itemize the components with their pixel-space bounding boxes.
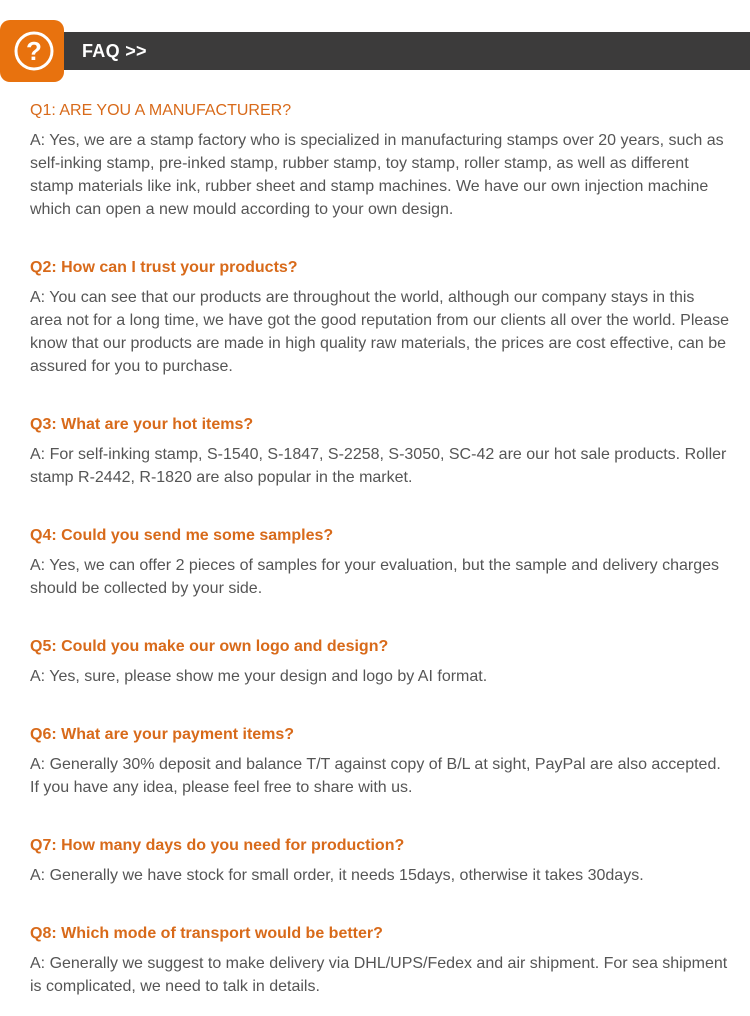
faq-title: FAQ >> — [82, 41, 147, 61]
faq-item-5 — [30, 636, 730, 688]
faq-answer: A: Yes, we are a stamp factory who is specialized in manufacturing stamps over 20 years, such as self-inking stamp, pre-inked stamp, rubber stamp, toy stamp, roller stamp, as well as different stamp materials like ink, rubber sheet and stamp machines. We have our own injection machine which can open a new mould according to your own design. — [30, 132, 724, 218]
faq-answer: A: Generally we have stock for small order, it needs 15days, otherwise it takes 30days. — [30, 867, 644, 884]
faq-answer: A: You can see that our products are throughout the world, although our company stays in this area not for a long time, we have got the good reputation from our clients all over the world. Please know that our products are made in high quality raw materials, the prices are cost effective, can be assured for you to purchase. — [30, 289, 730, 375]
faq-question: Q3: What are your hot items? — [30, 416, 254, 433]
faq-question: Q7: How many days do you need for production? — [30, 837, 405, 854]
faq-item-4 — [30, 525, 730, 600]
faq-item-3 — [30, 414, 730, 489]
faq-item-8 — [30, 923, 730, 998]
question-circle-icon-graphic — [0, 20, 64, 82]
faq-question: Q8: Which mode of transport would be better? — [30, 925, 383, 942]
faq-question: Q1: ARE YOU A MANUFACTURER? — [30, 102, 292, 119]
faq-question: Q5: Could you make our own logo and design? — [30, 638, 389, 655]
question-circle-icon — [0, 20, 64, 82]
faq-answer: A: Yes, we can offer 2 pieces of samples for your evaluation, but the sample and delivery charges should be collected by your side. — [30, 557, 719, 597]
faq-answer: A: Generally 30% deposit and balance T/T against copy of B/L at sight, PayPal are also accepted. If you have any idea, please feel free to share with us. — [30, 756, 721, 796]
faq-answer: A: Yes, sure, please show me your design and logo by AI format. — [30, 668, 488, 685]
faq-item-7 — [30, 835, 730, 887]
faq-question: Q4: Could you send me some samples? — [30, 527, 334, 544]
faq-item-1 — [30, 100, 730, 221]
faq-answer: A: Generally we suggest to make delivery via DHL/UPS/Fedex and air shipment. For sea shipment is complicated, we need to talk in details. — [30, 955, 728, 995]
faq-item-2 — [30, 257, 730, 378]
faq-question: Q6: What are your payment items? — [30, 726, 295, 743]
faq-item-6 — [30, 724, 730, 799]
faq-answer: A: For self-inking stamp, S-1540, S-1847, S-2258, S-3050, SC-42 are our hot sale products. Roller stamp R-2442, R-1820 are also popular in the market. — [30, 446, 727, 486]
faq-question: Q2: How can I trust your products? — [30, 259, 298, 276]
svg-text:?: ? — [26, 36, 42, 66]
